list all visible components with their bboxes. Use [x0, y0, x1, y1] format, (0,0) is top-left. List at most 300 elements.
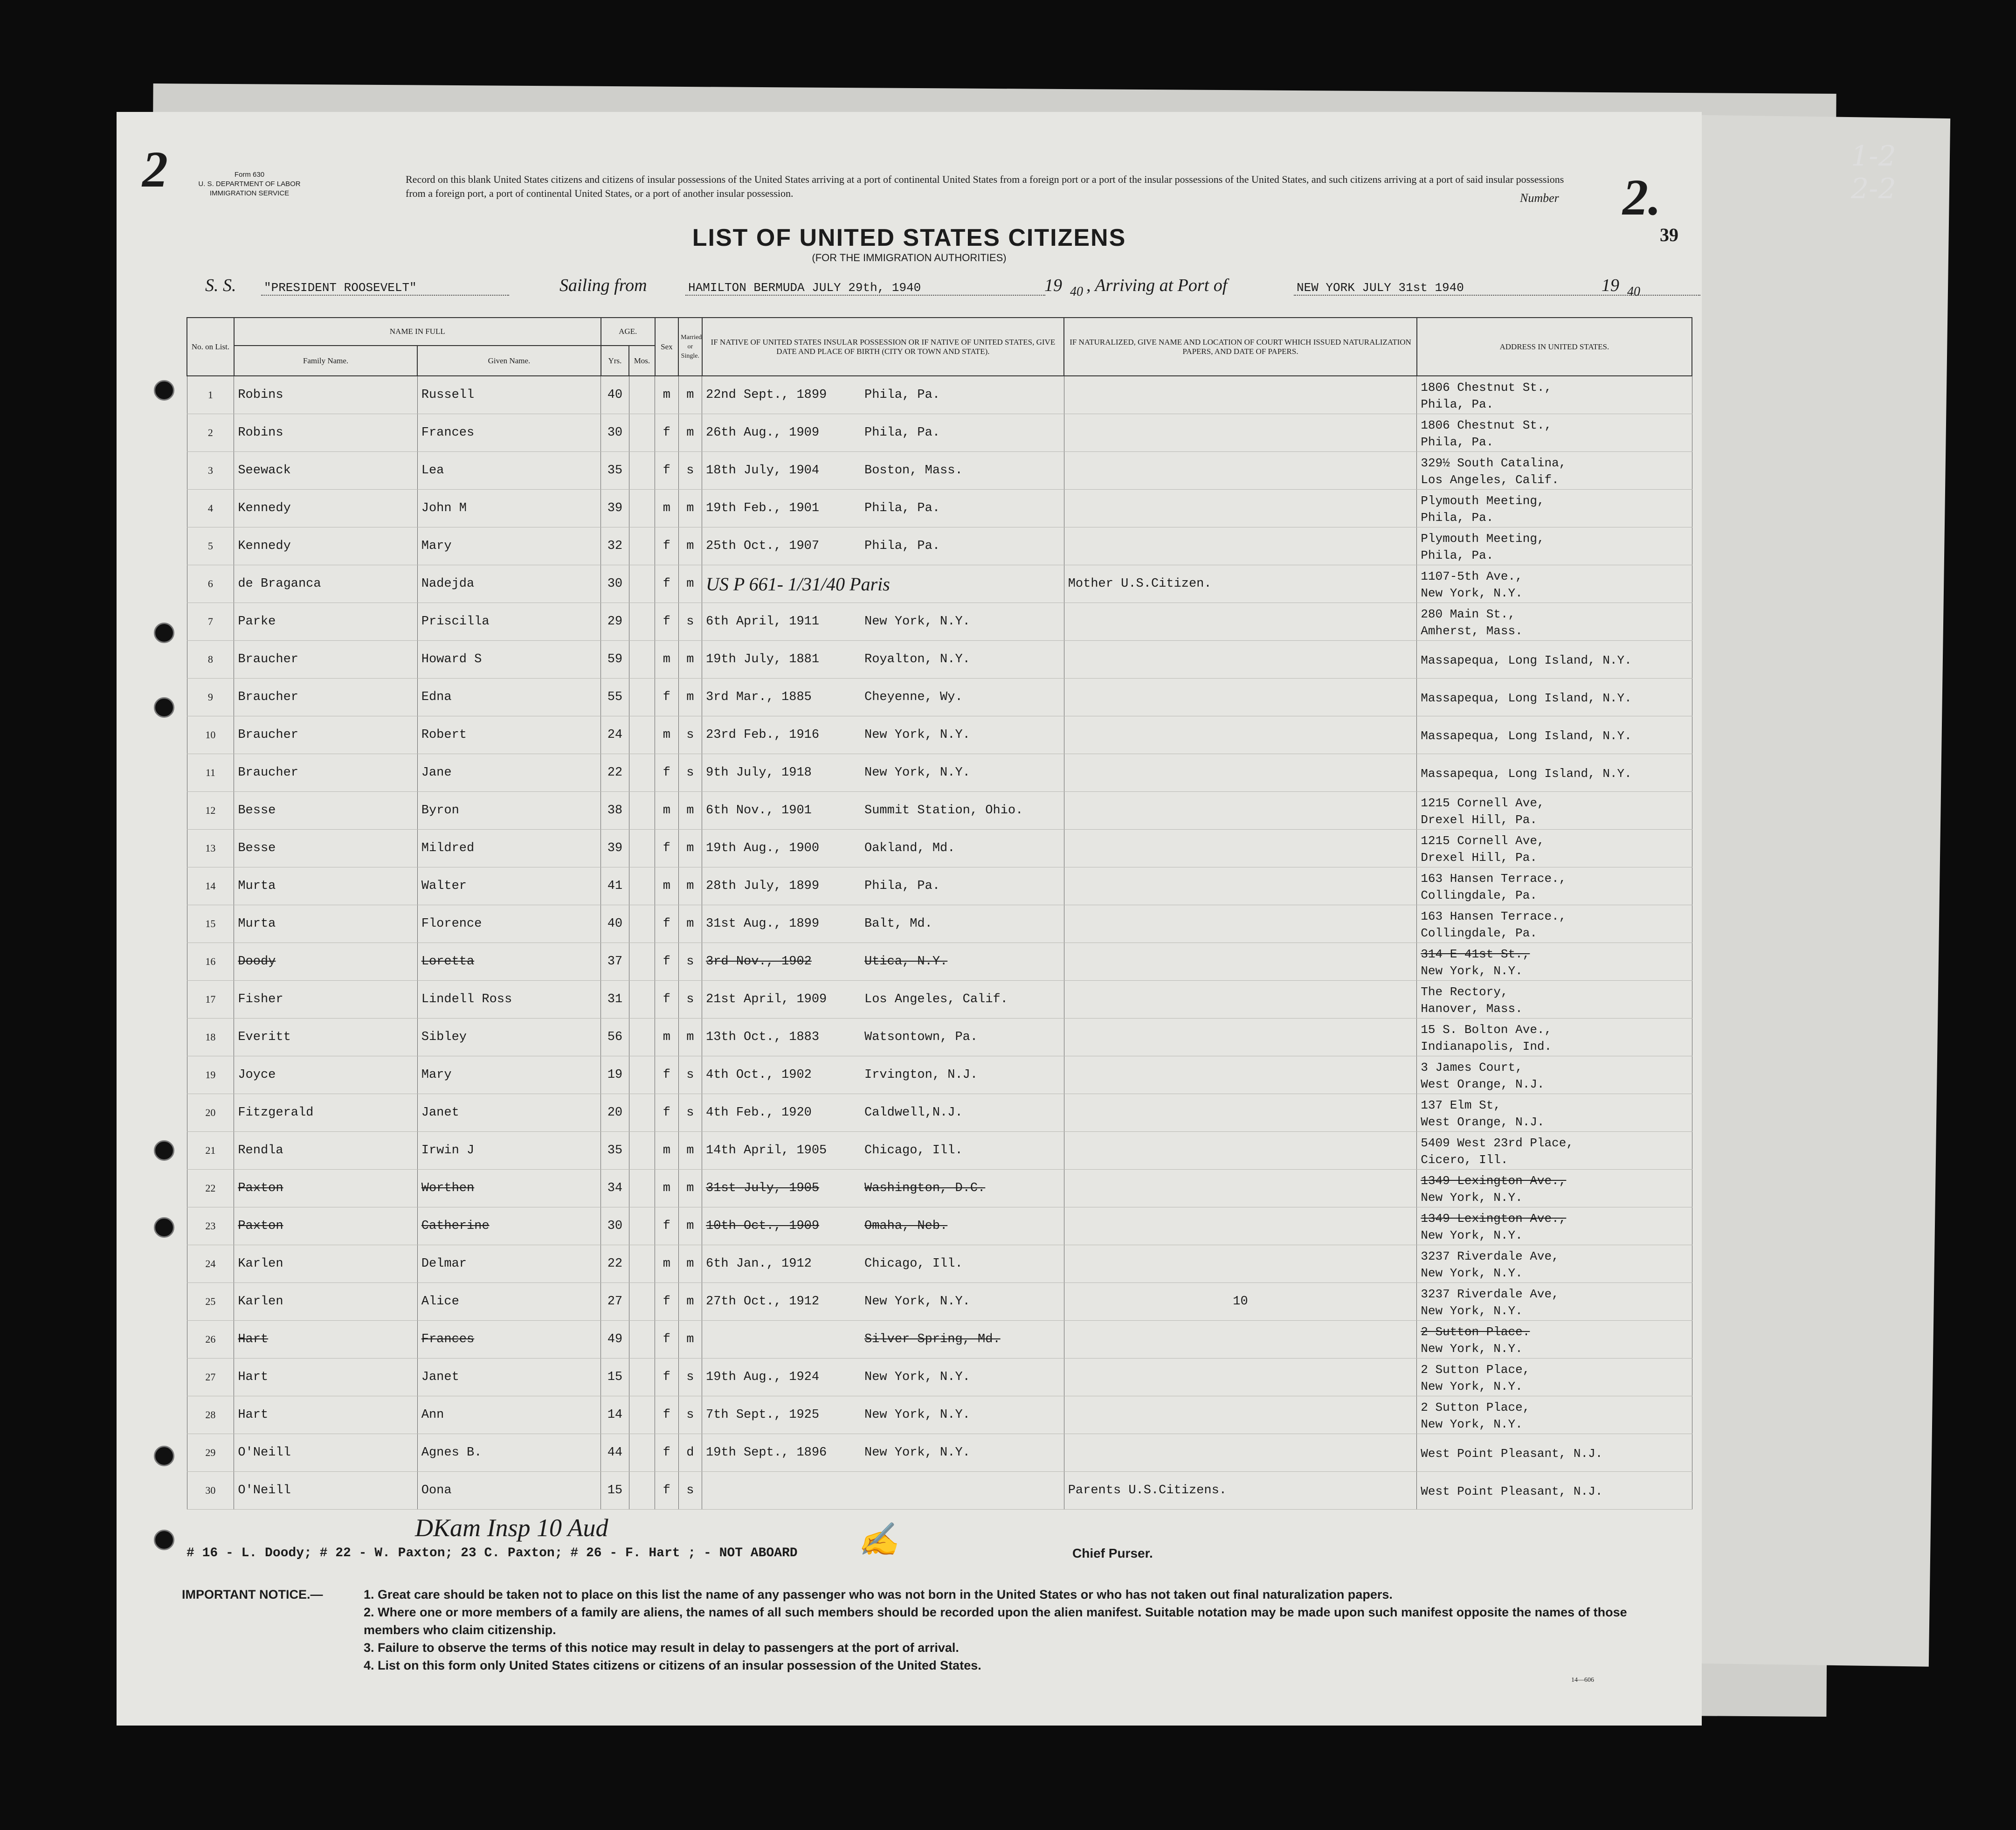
cell-married-single-value: m — [686, 1257, 694, 1271]
birth-date: 31st July, 1905 — [706, 1181, 820, 1195]
cell-address — [1417, 1019, 1692, 1056]
cell-sex — [655, 414, 678, 452]
cell-given-name-value: Jane — [421, 766, 452, 780]
cell-given-name-value: Lea — [421, 464, 444, 478]
cell-naturalized — [1064, 452, 1417, 490]
cell-age-months — [629, 452, 655, 490]
cell-sex — [655, 716, 678, 754]
naturalized-text: Mother U.S.Citizen. — [1068, 577, 1212, 591]
cell-age-months — [629, 1359, 655, 1396]
cell-married-single — [678, 1283, 702, 1321]
cell-address — [1417, 981, 1692, 1019]
address-line-1: 1215 Cornell Ave, — [1421, 796, 1545, 810]
cell-family-name-value: Everitt — [238, 1030, 291, 1044]
col-family-name: Family Name. — [234, 346, 417, 376]
table-row — [187, 1019, 1692, 1056]
cell-no — [187, 867, 234, 905]
cell-sex — [655, 867, 678, 905]
cell-no-value: 17 — [205, 993, 216, 1005]
address-line-2: Indianapolis, Ind. — [1421, 1040, 1552, 1054]
birth-place: Watsontown, Pa. — [864, 1030, 978, 1044]
cell-married-single-value: m — [686, 917, 694, 931]
cell-age-years-value: 29 — [607, 615, 623, 629]
punch-hole — [154, 380, 174, 401]
cell-age-years-value: 55 — [607, 690, 623, 704]
cell-given-name-value: Ann — [421, 1408, 444, 1422]
cell-family-name — [234, 792, 417, 830]
cell-sex — [655, 1359, 678, 1396]
cell-family-name — [234, 527, 417, 565]
cell-married-single — [678, 867, 702, 905]
table-row — [187, 867, 1692, 905]
address-line-2: Drexel Hill, Pa. — [1421, 813, 1537, 827]
cell-sex — [655, 1283, 678, 1321]
cell-family-name — [234, 1094, 417, 1132]
cell-sex-value: f — [663, 1483, 670, 1497]
cell-birth — [702, 1207, 1064, 1245]
cell-no — [187, 943, 234, 981]
cell-birth — [702, 376, 1064, 414]
address-line-1: 1107-5th Ave., — [1421, 569, 1523, 583]
ss-label: S. S. — [205, 276, 236, 295]
cell-sex — [655, 1207, 678, 1245]
cell-sex — [655, 603, 678, 641]
cell-family-name-value: Murta — [238, 917, 276, 931]
cell-married-single-value: s — [686, 1068, 694, 1082]
cell-no — [187, 1170, 234, 1207]
sailing-from: HAMILTON BERMUDA JULY 29th, 1940 — [685, 281, 1045, 296]
cell-family-name-value: Fisher — [238, 992, 283, 1006]
cell-address — [1417, 1321, 1692, 1359]
table-row — [187, 1283, 1692, 1321]
cell-birth — [702, 1472, 1064, 1510]
cell-no — [187, 1359, 234, 1396]
cell-age-years-value: 32 — [607, 539, 623, 553]
cell-address — [1417, 1472, 1692, 1510]
cell-birth — [702, 1094, 1064, 1132]
notice-item: 1. Great care should be taken not to place on this list the name of any passenger who was not born in the United States or who has not taken out final naturalization papers. — [364, 1587, 1393, 1601]
cell-birth — [702, 641, 1064, 679]
naturalized-text: 10 — [1233, 1295, 1248, 1309]
table-row — [187, 452, 1692, 490]
cell-age-years — [601, 1056, 629, 1094]
cell-given-name-value: Byron — [421, 804, 459, 818]
cell-given-name-value: Florence — [421, 917, 482, 931]
table-row — [187, 414, 1692, 452]
cell-birth — [702, 452, 1064, 490]
address-line-2: New York, N.Y. — [1421, 964, 1523, 978]
cell-sex-value: f — [663, 1446, 670, 1460]
birth-date: 22nd Sept., 1899 — [706, 388, 827, 402]
cell-married-single-value: m — [686, 1295, 694, 1309]
cell-family-name-value: O'Neill — [238, 1446, 291, 1460]
cell-sex-value: f — [663, 955, 670, 969]
table-row — [187, 1170, 1692, 1207]
address-line-2: Phila, Pa. — [1421, 548, 1494, 562]
year1: 40 — [1070, 284, 1083, 299]
address-line-1: Plymouth Meeting, — [1421, 494, 1545, 508]
cell-family-name — [234, 603, 417, 641]
birth-date: 28th July, 1899 — [706, 879, 820, 893]
table-row — [187, 1434, 1692, 1472]
cell-family-name — [234, 1434, 417, 1472]
cell-family-name — [234, 376, 417, 414]
col-naturalized: IF NATURALIZED, GIVE NAME AND LOCATION OF COURT WHICH ISSUED NATURALIZATION PAPERS, AND DATE OF PAPERS. — [1064, 318, 1417, 376]
cell-naturalized — [1064, 414, 1417, 452]
cell-married-single — [678, 1132, 702, 1170]
cell-no-value: 15 — [205, 918, 216, 929]
birth-place: Chicago, Ill. — [864, 1257, 963, 1271]
birth-place: New York, N.Y. — [864, 766, 970, 780]
cell-married-single — [678, 1019, 702, 1056]
cell-age-months — [629, 1283, 655, 1321]
cell-no-value: 5 — [207, 540, 213, 552]
cell-no-value: 11 — [205, 767, 216, 778]
birth-date: 3rd Nov., 1902 — [706, 955, 812, 969]
address-line-1: 15 S. Bolton Ave., — [1421, 1023, 1552, 1037]
cell-given-name — [417, 376, 601, 414]
purser-signature: ✍ — [858, 1520, 899, 1559]
address-line-1: Massapequa, Long Island, N.Y. — [1421, 729, 1632, 743]
cell-given-name — [417, 830, 601, 867]
cell-given-name-value: Howard S — [421, 652, 482, 666]
cell-married-single — [678, 490, 702, 527]
cell-sex-value: m — [663, 1181, 670, 1195]
cell-married-single — [678, 679, 702, 716]
service: IMMIGRATION SERVICE — [209, 189, 290, 197]
cell-naturalized — [1064, 1283, 1417, 1321]
address-line-2: Phila, Pa. — [1421, 397, 1494, 411]
cell-sex-value: f — [663, 615, 670, 629]
birth-place: Caldwell,N.J. — [864, 1106, 963, 1120]
address-line-1: 1806 Chestnut St., — [1421, 381, 1552, 395]
cell-given-name — [417, 1245, 601, 1283]
cell-married-single-value: s — [686, 615, 694, 629]
cell-age-years — [601, 716, 629, 754]
cell-family-name — [234, 452, 417, 490]
manifest-sheet — [117, 112, 1702, 1726]
number-value: 2. — [1622, 169, 1661, 226]
cell-naturalized — [1064, 490, 1417, 527]
cell-birth — [702, 1283, 1064, 1321]
cell-family-name — [234, 1056, 417, 1094]
cell-given-name — [417, 1207, 601, 1245]
cell-family-name-value: Paxton — [238, 1181, 283, 1195]
cell-family-name — [234, 679, 417, 716]
number-label: Number — [1520, 191, 1559, 205]
cell-married-single-value: s — [686, 955, 694, 969]
address-line-1: 1806 Chestnut St., — [1421, 418, 1552, 432]
cell-no — [187, 830, 234, 867]
cell-birth — [702, 981, 1064, 1019]
cell-given-name — [417, 792, 601, 830]
cell-address — [1417, 905, 1692, 943]
cell-family-name — [234, 1396, 417, 1434]
table-row — [187, 754, 1692, 792]
cell-age-months — [629, 1472, 655, 1510]
cell-given-name-value: Agnes B. — [421, 1446, 482, 1460]
col-given-name: Given Name. — [417, 346, 601, 376]
birth-place: Omaha, Neb. — [864, 1219, 948, 1233]
cell-family-name-value: Hart — [238, 1408, 269, 1422]
cell-naturalized — [1064, 981, 1417, 1019]
cell-age-years-value: 15 — [607, 1483, 623, 1497]
cell-given-name-value: Priscilla — [421, 615, 490, 629]
cell-married-single — [678, 1056, 702, 1094]
inspector-stamp: DKam Insp 10 Aud — [415, 1514, 608, 1542]
birth-date: 6th Nov., 1901 — [706, 804, 812, 818]
cell-sex-value: f — [663, 1219, 670, 1233]
cell-given-name-value: Janet — [421, 1106, 459, 1120]
birth-date: 4th Feb., 1920 — [706, 1106, 812, 1120]
cell-married-single — [678, 452, 702, 490]
cell-no — [187, 1207, 234, 1245]
address-line-2: West Orange, N.J. — [1421, 1077, 1545, 1091]
cell-family-name — [234, 867, 417, 905]
cell-sex-value: m — [663, 1144, 670, 1158]
cell-family-name-value: Braucher — [238, 728, 298, 742]
cell-family-name — [234, 981, 417, 1019]
cell-birth — [702, 905, 1064, 943]
cell-sex-value: m — [663, 804, 670, 818]
cell-no-value: 24 — [205, 1258, 216, 1269]
cell-address — [1417, 1245, 1692, 1283]
cell-age-years-value: 56 — [607, 1030, 623, 1044]
address-line-2: Phila, Pa. — [1421, 435, 1494, 449]
cell-given-name — [417, 867, 601, 905]
cell-given-name — [417, 1132, 601, 1170]
col-birth: IF NATIVE OF UNITED STATES INSULAR POSSESSION OR IF NATIVE OF UNITED STATES, GIVE DATE AND PLACE OF BIRTH (CITY OR TOWN AND STATE). — [702, 318, 1064, 376]
cell-birth — [702, 792, 1064, 830]
cell-no-value: 18 — [205, 1031, 216, 1043]
cell-age-years-value: 30 — [607, 577, 623, 591]
cell-family-name-value: Seewack — [238, 464, 291, 478]
table-row — [187, 603, 1692, 641]
cell-no — [187, 565, 234, 603]
cell-age-years — [601, 679, 629, 716]
birth-date: 25th Oct., 1907 — [706, 539, 820, 553]
cell-age-years — [601, 1321, 629, 1359]
cell-given-name — [417, 490, 601, 527]
cell-no-value: 25 — [205, 1296, 216, 1307]
birth-date: 3rd Mar., 1885 — [706, 690, 812, 704]
cell-naturalized — [1064, 792, 1417, 830]
cell-age-years — [601, 603, 629, 641]
cell-age-years — [601, 943, 629, 981]
cell-age-years — [601, 1019, 629, 1056]
cell-age-years — [601, 376, 629, 414]
cell-given-name — [417, 1321, 601, 1359]
cell-age-years-value: 14 — [607, 1408, 623, 1422]
cell-married-single — [678, 1472, 702, 1510]
cell-birth — [702, 1056, 1064, 1094]
cell-sex-value: m — [663, 501, 670, 515]
cell-no-value: 9 — [207, 691, 213, 703]
cell-no-value: 30 — [205, 1484, 216, 1496]
page-title: LIST OF UNITED STATES CITIZENS — [692, 224, 1126, 251]
cell-sex-value: m — [663, 879, 670, 893]
cell-no-value: 29 — [205, 1447, 216, 1458]
cell-married-single-value: m — [686, 804, 694, 818]
cell-family-name — [234, 905, 417, 943]
cell-married-single — [678, 527, 702, 565]
address-line-1: 163 Hansen Terrace., — [1421, 872, 1567, 886]
cell-no-value: 10 — [205, 729, 216, 741]
cell-given-name — [417, 1056, 601, 1094]
cell-age-years — [601, 414, 629, 452]
cell-no-value: 23 — [205, 1220, 216, 1232]
cell-naturalized — [1064, 1170, 1417, 1207]
cell-sex-value: f — [663, 841, 670, 855]
cell-age-years — [601, 527, 629, 565]
cell-age-years — [601, 867, 629, 905]
birth-date: 7th Sept., 1925 — [706, 1408, 820, 1422]
cell-age-years-value: 37 — [607, 955, 623, 969]
address-line-1: 5409 West 23rd Place, — [1421, 1136, 1574, 1150]
cell-sex-value: m — [663, 652, 670, 666]
table-row — [187, 1132, 1692, 1170]
cell-age-years-value: 22 — [607, 1257, 623, 1271]
birth-date: 27th Oct., 1912 — [706, 1295, 820, 1309]
cell-given-name-value: Nadejda — [421, 577, 475, 591]
cell-sex — [655, 527, 678, 565]
cell-given-name-value: Oona — [421, 1483, 452, 1497]
background-sheet-right — [1668, 115, 1950, 1666]
cell-family-name-value: Braucher — [238, 690, 298, 704]
cell-sex — [655, 1170, 678, 1207]
address-line-1: 2 Sutton Place. — [1421, 1325, 1530, 1339]
year2-prefix: 19 — [1602, 276, 1619, 295]
cell-age-years-value: 40 — [607, 917, 623, 931]
col-address: ADDRESS IN UNITED STATES. — [1417, 318, 1692, 376]
chief-purser-label: Chief Purser. — [1072, 1546, 1153, 1560]
cell-sex — [655, 792, 678, 830]
cell-naturalized — [1064, 830, 1417, 867]
cell-family-name-value: Rendla — [238, 1144, 283, 1158]
cell-naturalized — [1064, 527, 1417, 565]
birth-date: 18th July, 1904 — [706, 464, 820, 478]
address-line-1: The Rectory, — [1421, 985, 1508, 999]
cell-sex-value: f — [663, 1106, 670, 1120]
table-row — [187, 905, 1692, 943]
form-number: Form 630 — [234, 171, 265, 179]
cell-naturalized — [1064, 716, 1417, 754]
notice-item: 4. List on this form only United States citizens or citizens of an insular possession of the United States. — [364, 1658, 981, 1672]
cell-age-months — [629, 867, 655, 905]
cell-age-years-value: 40 — [607, 388, 623, 402]
cell-given-name-value: Robert — [421, 728, 467, 742]
cell-no — [187, 1094, 234, 1132]
cell-age-years — [601, 1170, 629, 1207]
cell-sex-value: m — [663, 1257, 670, 1271]
cell-given-name — [417, 905, 601, 943]
cell-no-value: 6 — [207, 578, 213, 589]
cell-address — [1417, 527, 1692, 565]
birth-date: 14th April, 1905 — [706, 1144, 827, 1158]
cell-no-value: 12 — [205, 804, 216, 816]
cell-naturalized — [1064, 1245, 1417, 1283]
table-row — [187, 376, 1692, 414]
cell-sex — [655, 452, 678, 490]
address-line-1: Plymouth Meeting, — [1421, 532, 1545, 546]
cell-no — [187, 1019, 234, 1056]
cell-address — [1417, 1434, 1692, 1472]
birth-place: Phila, Pa. — [864, 426, 940, 440]
cell-family-name-value: Parke — [238, 615, 276, 629]
cell-family-name — [234, 1321, 417, 1359]
cell-given-name-value: Worthen — [421, 1181, 475, 1195]
cell-age-months — [629, 905, 655, 943]
cell-naturalized — [1064, 1396, 1417, 1434]
cell-naturalized — [1064, 1019, 1417, 1056]
birth-place: Royalton, N.Y. — [864, 652, 970, 666]
punch-hole — [154, 1217, 174, 1238]
cell-sex — [655, 1472, 678, 1510]
cell-address — [1417, 716, 1692, 754]
cell-family-name-value: Murta — [238, 879, 276, 893]
cell-sex-value: f — [663, 577, 670, 591]
cell-sex — [655, 1019, 678, 1056]
birth-date: 23rd Feb., 1916 — [706, 728, 820, 742]
cell-no — [187, 527, 234, 565]
cell-no-value: 28 — [205, 1409, 216, 1421]
cell-sex-value: f — [663, 1408, 670, 1422]
address-line-2: Collingdale, Pa. — [1421, 888, 1537, 902]
cell-age-months — [629, 1434, 655, 1472]
cell-age-years-value: 30 — [607, 426, 623, 440]
cell-married-single-value: m — [686, 1181, 694, 1195]
cell-age-months — [629, 414, 655, 452]
cell-no-value: 2 — [207, 427, 213, 438]
address-line-1: Massapequa, Long Island, N.Y. — [1421, 767, 1632, 781]
birth-date: 19th Feb., 1901 — [706, 501, 820, 515]
cell-no — [187, 792, 234, 830]
cell-married-single — [678, 981, 702, 1019]
cell-age-years-value: 39 — [607, 501, 623, 515]
cell-given-name — [417, 452, 601, 490]
cell-married-single-value: s — [686, 1370, 694, 1384]
cell-naturalized — [1064, 905, 1417, 943]
cell-married-single-value: s — [686, 1483, 694, 1497]
cell-given-name-value: Walter — [421, 879, 467, 893]
birth-place: Los Angeles, Calif. — [864, 992, 1008, 1006]
cell-address — [1417, 679, 1692, 716]
cell-given-name-value: Lindell Ross — [421, 992, 512, 1006]
address-line-2: New York, N.Y. — [1421, 586, 1523, 600]
cell-age-months — [629, 679, 655, 716]
cell-naturalized — [1064, 603, 1417, 641]
birth-place: Oakland, Md. — [864, 841, 955, 855]
cell-no-value: 8 — [207, 653, 213, 665]
birth-date: 9th July, 1918 — [706, 766, 812, 780]
cell-age-years — [601, 792, 629, 830]
cell-sex-value: f — [663, 464, 670, 478]
address-line-1: 3237 Riverdale Ave, — [1421, 1287, 1559, 1301]
cell-no-value: 1 — [207, 389, 213, 401]
cell-given-name — [417, 1019, 601, 1056]
cell-given-name-value: Irwin J — [421, 1144, 475, 1158]
not-aboard-note: # 16 - L. Doody; # 22 - W. Paxton; 23 C. Paxton; # 26 - F. Hart ; - NOT ABOARD — [186, 1546, 798, 1560]
cell-age-years-value: 49 — [607, 1332, 623, 1346]
cell-no — [187, 1472, 234, 1510]
address-line-1: 314 E 41st St., — [1421, 947, 1530, 961]
cell-given-name — [417, 943, 601, 981]
cell-married-single-value: m — [686, 577, 694, 591]
cell-age-years — [601, 1359, 629, 1396]
birth-date: 19th Aug., 1900 — [706, 841, 820, 855]
cell-sex — [655, 1056, 678, 1094]
table-row — [187, 1321, 1692, 1359]
